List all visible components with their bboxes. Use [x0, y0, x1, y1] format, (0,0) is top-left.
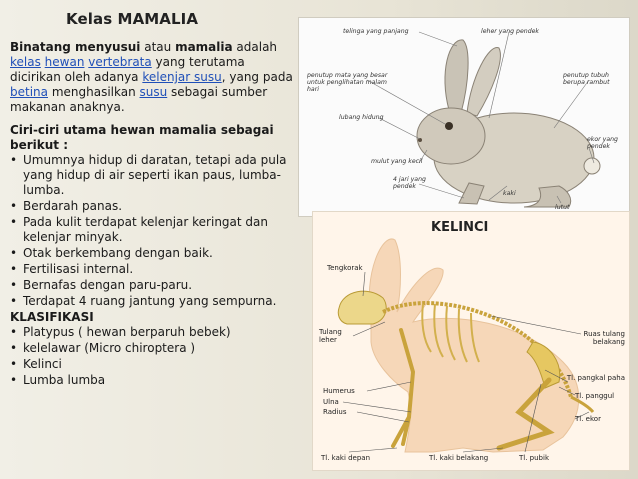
rabbit-external-diagram [298, 17, 630, 217]
label-panggul: Tl. panggul [575, 392, 615, 400]
list-item: • Otak berkembang dengan baik. [10, 246, 294, 261]
ciri-heading: Ciri-ciri utama hewan mamalia sebagai berikut : [10, 123, 274, 152]
skeleton-title: KELINCI [431, 220, 489, 235]
label-jari: 4 jari yang pendek [393, 176, 426, 190]
link-susu[interactable]: susu [139, 85, 168, 99]
term-mamalia: mamalia [175, 40, 233, 54]
text-column [10, 40, 294, 389]
label-radius: Radius [323, 408, 347, 416]
list-item: • Fertilisasi internal. [10, 262, 294, 277]
label-pubik: Tl. pubik [519, 454, 549, 462]
link-kelenjar-susu[interactable]: kelenjar susu [142, 70, 222, 84]
label-telinga: telinga yang panjang [343, 28, 409, 35]
intro-text: adalah [232, 40, 278, 54]
klasifikasi-list [10, 325, 294, 388]
link-betina[interactable]: betina [10, 85, 48, 99]
label-ulna: Ulna [323, 398, 339, 406]
rabbit-skeleton-diagram [312, 211, 630, 471]
label-leher: leher yang pendek [481, 28, 540, 35]
label-penutup-mata: penutup mata yang besar untuk penglihatan malam hari [307, 72, 388, 93]
list-item: • Bernafas dengan paru-paru. [10, 278, 294, 293]
link-kelas[interactable]: kelas [10, 55, 41, 69]
label-kaki-depan: Tl. kaki depan [321, 454, 371, 462]
label-pangkal-paha: Tl. pangkal paha [566, 374, 625, 382]
label-humerus: Humerus [323, 387, 355, 395]
label-tengkorak: Tengkorak [327, 264, 363, 272]
intro-text: yang terutama dicirikan oleh adanya [10, 55, 245, 84]
label-tl-ekor: Tl. ekor [575, 415, 601, 423]
intro-text: sebagai sumber makanan anaknya. [10, 85, 268, 114]
intro-text: atau [140, 40, 176, 54]
label-tulang-leher: Tulang leher [319, 328, 342, 344]
slide-title: Kelas MAMALIA [66, 10, 199, 28]
intro-text: menghasilkan [48, 85, 140, 99]
list-item: • Umumnya hidup di daratan, tetapi ada pula yang hidup di air seperti ikan paus, lumba-lumba. [10, 153, 294, 198]
label-kaki-belakang: Tl. kaki belakang [429, 454, 489, 462]
list-item: • Pada kulit terdapat kelenjar keringat dan kelenjar minyak. [10, 215, 294, 245]
intro-paragraph [10, 40, 294, 115]
list-item: • Kelinci [10, 357, 294, 372]
ciri-list [10, 153, 294, 309]
link-hewan[interactable]: hewan [44, 55, 85, 69]
link-vertebrata[interactable]: vertebrata [88, 55, 152, 69]
list-item: • Berdarah panas. [10, 199, 294, 214]
list-item: • kelelawar (Micro chiroptera ) [10, 341, 294, 356]
label-mulut: mulut yang kecil [371, 158, 423, 165]
label-penutup-tubuh: penutup tubuh berupa rambut [563, 72, 610, 86]
label-lutut: lutut [555, 204, 570, 211]
klasifikasi-heading: KLASIFIKASI [10, 310, 94, 324]
label-kaki: kaki [503, 190, 516, 197]
list-item: • Platypus ( hewan berparuh bebek) [10, 325, 294, 340]
label-lubang-hidung: lubang hidung [339, 114, 384, 121]
list-item: • Lumba lumba [10, 373, 294, 388]
list-item: • Terdapat 4 ruang jantung yang sempurna. [10, 294, 294, 309]
label-ruas: Ruas tulang belakang [583, 330, 625, 346]
label-ekor: ekor yang pendek [587, 136, 618, 150]
intro-text: , yang pada [221, 70, 293, 84]
term-binatang-menyusui: Binatang menyusui [10, 40, 141, 54]
